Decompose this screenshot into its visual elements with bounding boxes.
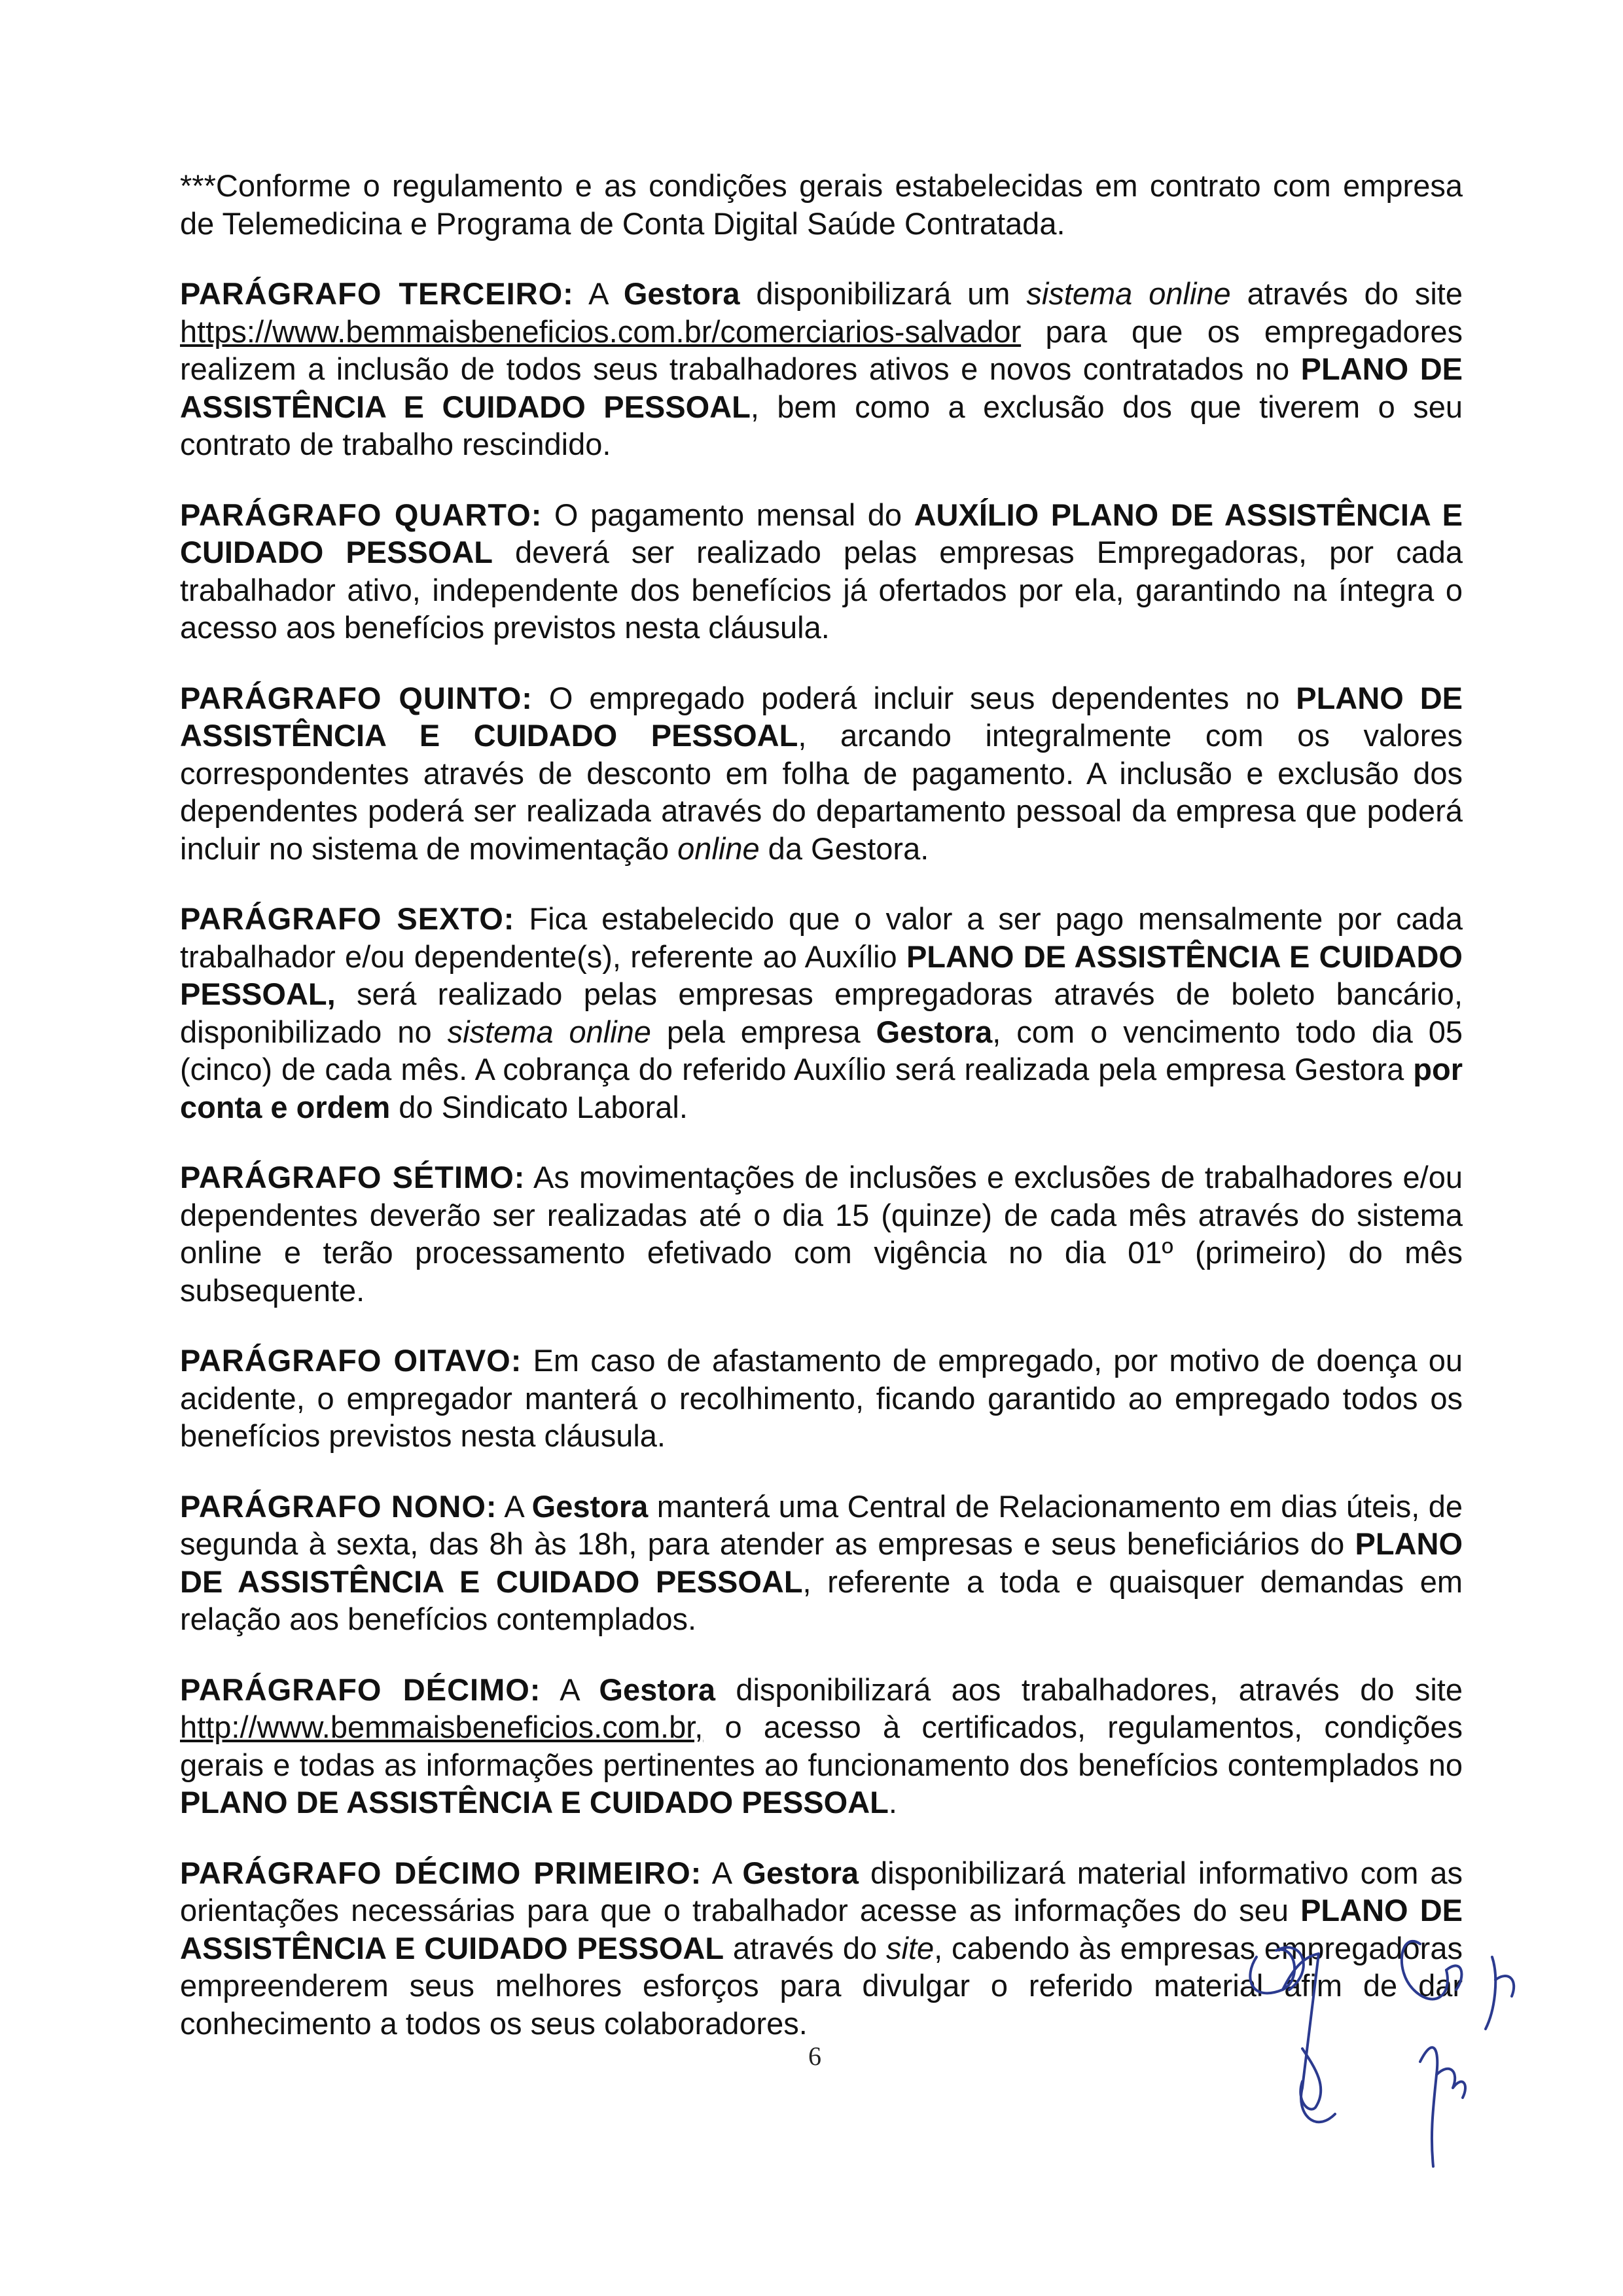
bold-text: Gestora (623, 276, 740, 311)
text: O empregado poderá incluir seus dependentes no (532, 680, 1296, 715)
text: Fica estabelecido que o valor a ser pago mensalmente por cada trabalhador e/ou dependente(s), referente ao Auxílio (180, 901, 1463, 974)
paragraph-label: PARÁGRAFO TERCEIRO: (180, 276, 574, 311)
footnote-telemedicina: ***Conforme o regulamento e as condições gerais estabelecidas em contrato com empresa de Telemedicina e Programa de Conta Digital Saúde Contratada. (180, 168, 1463, 241)
text: disponibilizará aos trabalhadores, através do site (715, 1672, 1463, 1707)
bold-text: Gestora (531, 1488, 649, 1524)
text: A (497, 1488, 532, 1524)
paragraph-label: PARÁGRAFO DÉCIMO: (180, 1672, 541, 1707)
paragrafo-quinto (180, 679, 1463, 868)
paragrafo-decimo (180, 1671, 1463, 1821)
italic-text: sistema online (1026, 276, 1231, 311)
text: pela empresa (651, 1014, 876, 1049)
bold-text: AUXÍLIO PLANO DE ASSISTÊNCIA E CUIDADO PESSOAL (180, 497, 1463, 569)
text: . (888, 1785, 897, 1820)
text: O pagamento mensal do (542, 497, 914, 532)
text: será realizado pelas empresas empregadoras através de boleto bancário, disponibilizado no (180, 977, 1463, 1049)
bold-text: PLANO DE ASSISTÊNCIA E CUIDADO PESSOAL (180, 1526, 1463, 1599)
paragrafo-setimo (180, 1158, 1463, 1309)
text: manterá uma Central de Relacionamento em dias úteis, de segunda à sexta, das 8h às 18h, para atender as empresas e seus beneficiários do (180, 1488, 1463, 1561)
paragraph-label: PARÁGRAFO DÉCIMO PRIMEIRO: (180, 1855, 702, 1890)
italic-text: site (886, 1930, 935, 1965)
site-link[interactable]: http://www.bemmaisbeneficios.com.br, (180, 1710, 704, 1744)
paragrafo-quarto (180, 496, 1463, 647)
text: o acesso à certificados, regulamentos, condições gerais e todas as informações pertinentes ao funcionamento dos benefícios contemplados no (180, 1710, 1463, 1782)
text: , bem como a exclusão dos que tiverem o seu contrato de trabalho rescindido. (180, 389, 1463, 461)
italic-text: sistema online (447, 1014, 651, 1049)
paragraph-label: PARÁGRAFO QUINTO: (180, 680, 533, 715)
paragraph-label: PARÁGRAFO QUARTO: (180, 497, 543, 532)
signature-stroke (1495, 1976, 1514, 1996)
bold-text: Gestora (876, 1014, 993, 1049)
bold-text: PLANO DE ASSISTÊNCIA E CUIDADO PESSOAL (180, 351, 1463, 424)
text: , com o vencimento todo dia 05 (cinco) de cada mês. A cobrança do referido Auxílio será realizada pela empresa Gestora (180, 1014, 1463, 1086)
bold-text: Gestora (742, 1855, 859, 1890)
signature-stroke (1420, 2047, 1437, 2166)
bold-text: PLANO DE ASSISTÊNCIA E CUIDADO PESSOAL (180, 1893, 1463, 1965)
bold-text: por conta e ordem (180, 1052, 1463, 1124)
text: deverá ser realizado pelas empresas Empregadoras, por cada trabalhador ativo, independente dos benefícios já ofertados por ela, garantindo na íntegra o acesso aos benefícios previstos nesta cláusula. (180, 535, 1463, 645)
paragrafo-oitavo (180, 1342, 1463, 1455)
text: disponibilizará um (740, 276, 1027, 311)
text: , cabendo às empresas empregadoras empreenderem seus melhores esforços para divulgar o referido material afim de dar conhecimento a todos os seus colaboradores. (180, 1930, 1463, 2041)
text: da Gestora. (759, 831, 929, 866)
paragraph-label: PARÁGRAFO NONO: (180, 1488, 497, 1524)
paragrafo-nono (180, 1488, 1463, 1638)
text: , referente a toda e quaisquer demandas em relação aos benefícios contemplados. (180, 1564, 1463, 1636)
paragraph-label: PARÁGRAFO OITAVO: (180, 1343, 522, 1378)
text: do Sindicato Laboral. (390, 1089, 688, 1124)
text: através do (724, 1930, 886, 1965)
bold-text: Gestora (599, 1672, 716, 1707)
paragraph-label: PARÁGRAFO SEXTO: (180, 901, 515, 936)
bold-text: PLANO DE ASSISTÊNCIA E CUIDADO PESSOAL (180, 680, 1463, 753)
text: , arcando integralmente com os valores correspondentes através de desconto em folha de pagamento. A inclusão e exclusão dos dependentes poderá ser realizada através do departamento pessoal da empresa que poderá incluir no sistema de movimentação (180, 718, 1463, 866)
signature-stroke (1436, 2069, 1465, 2098)
handwritten-signatures (1204, 1918, 1571, 2193)
paragraph-label: PARÁGRAFO SÉTIMO: (180, 1160, 526, 1194)
text: para que os empregadores realizem a inclusão de todos seus trabalhadores ativos e novos contratados no (180, 314, 1463, 386)
text: A (573, 276, 624, 311)
text: A (541, 1672, 599, 1707)
text: As movimentações de inclusões e exclusões de trabalhadores e/ou dependentes deverão ser realizadas até o dia 15 (quinze) de cada mês através do sistema online e terão processamento efetivado com vigência no dia 01º (primeiro) do mês subsequente. (180, 1160, 1463, 1308)
page-number: 6 (808, 2041, 821, 2071)
site-link[interactable]: https://www.bemmaisbeneficios.com.br/comerciarios-salvador (180, 314, 1022, 349)
text: através do site (1230, 276, 1463, 311)
text: A (702, 1855, 743, 1890)
text: disponibilizará material informativo com as orientações necessárias para que o trabalhador acesse as informações do seu (180, 1855, 1463, 1928)
document-body (180, 167, 1463, 2042)
bold-text: PLANO DE ASSISTÊNCIA E CUIDADO PESSOAL (180, 1785, 889, 1820)
signature-stroke (1486, 1957, 1495, 2029)
bold-text: PLANO DE ASSISTÊNCIA E CUIDADO PESSOAL, (180, 939, 1463, 1011)
paragrafo-terceiro (180, 275, 1463, 463)
signature-stroke (1402, 1941, 1448, 1999)
paragrafo-sexto (180, 900, 1463, 1126)
text: Em caso de afastamento de empregado, por motivo de doença ou acidente, o empregador manterá o recolhimento, ficando garantido ao empregado todos os benefícios previstos nesta cláusula. (180, 1343, 1463, 1453)
signature-stroke (1283, 1954, 1335, 2122)
italic-text: online (677, 831, 760, 866)
